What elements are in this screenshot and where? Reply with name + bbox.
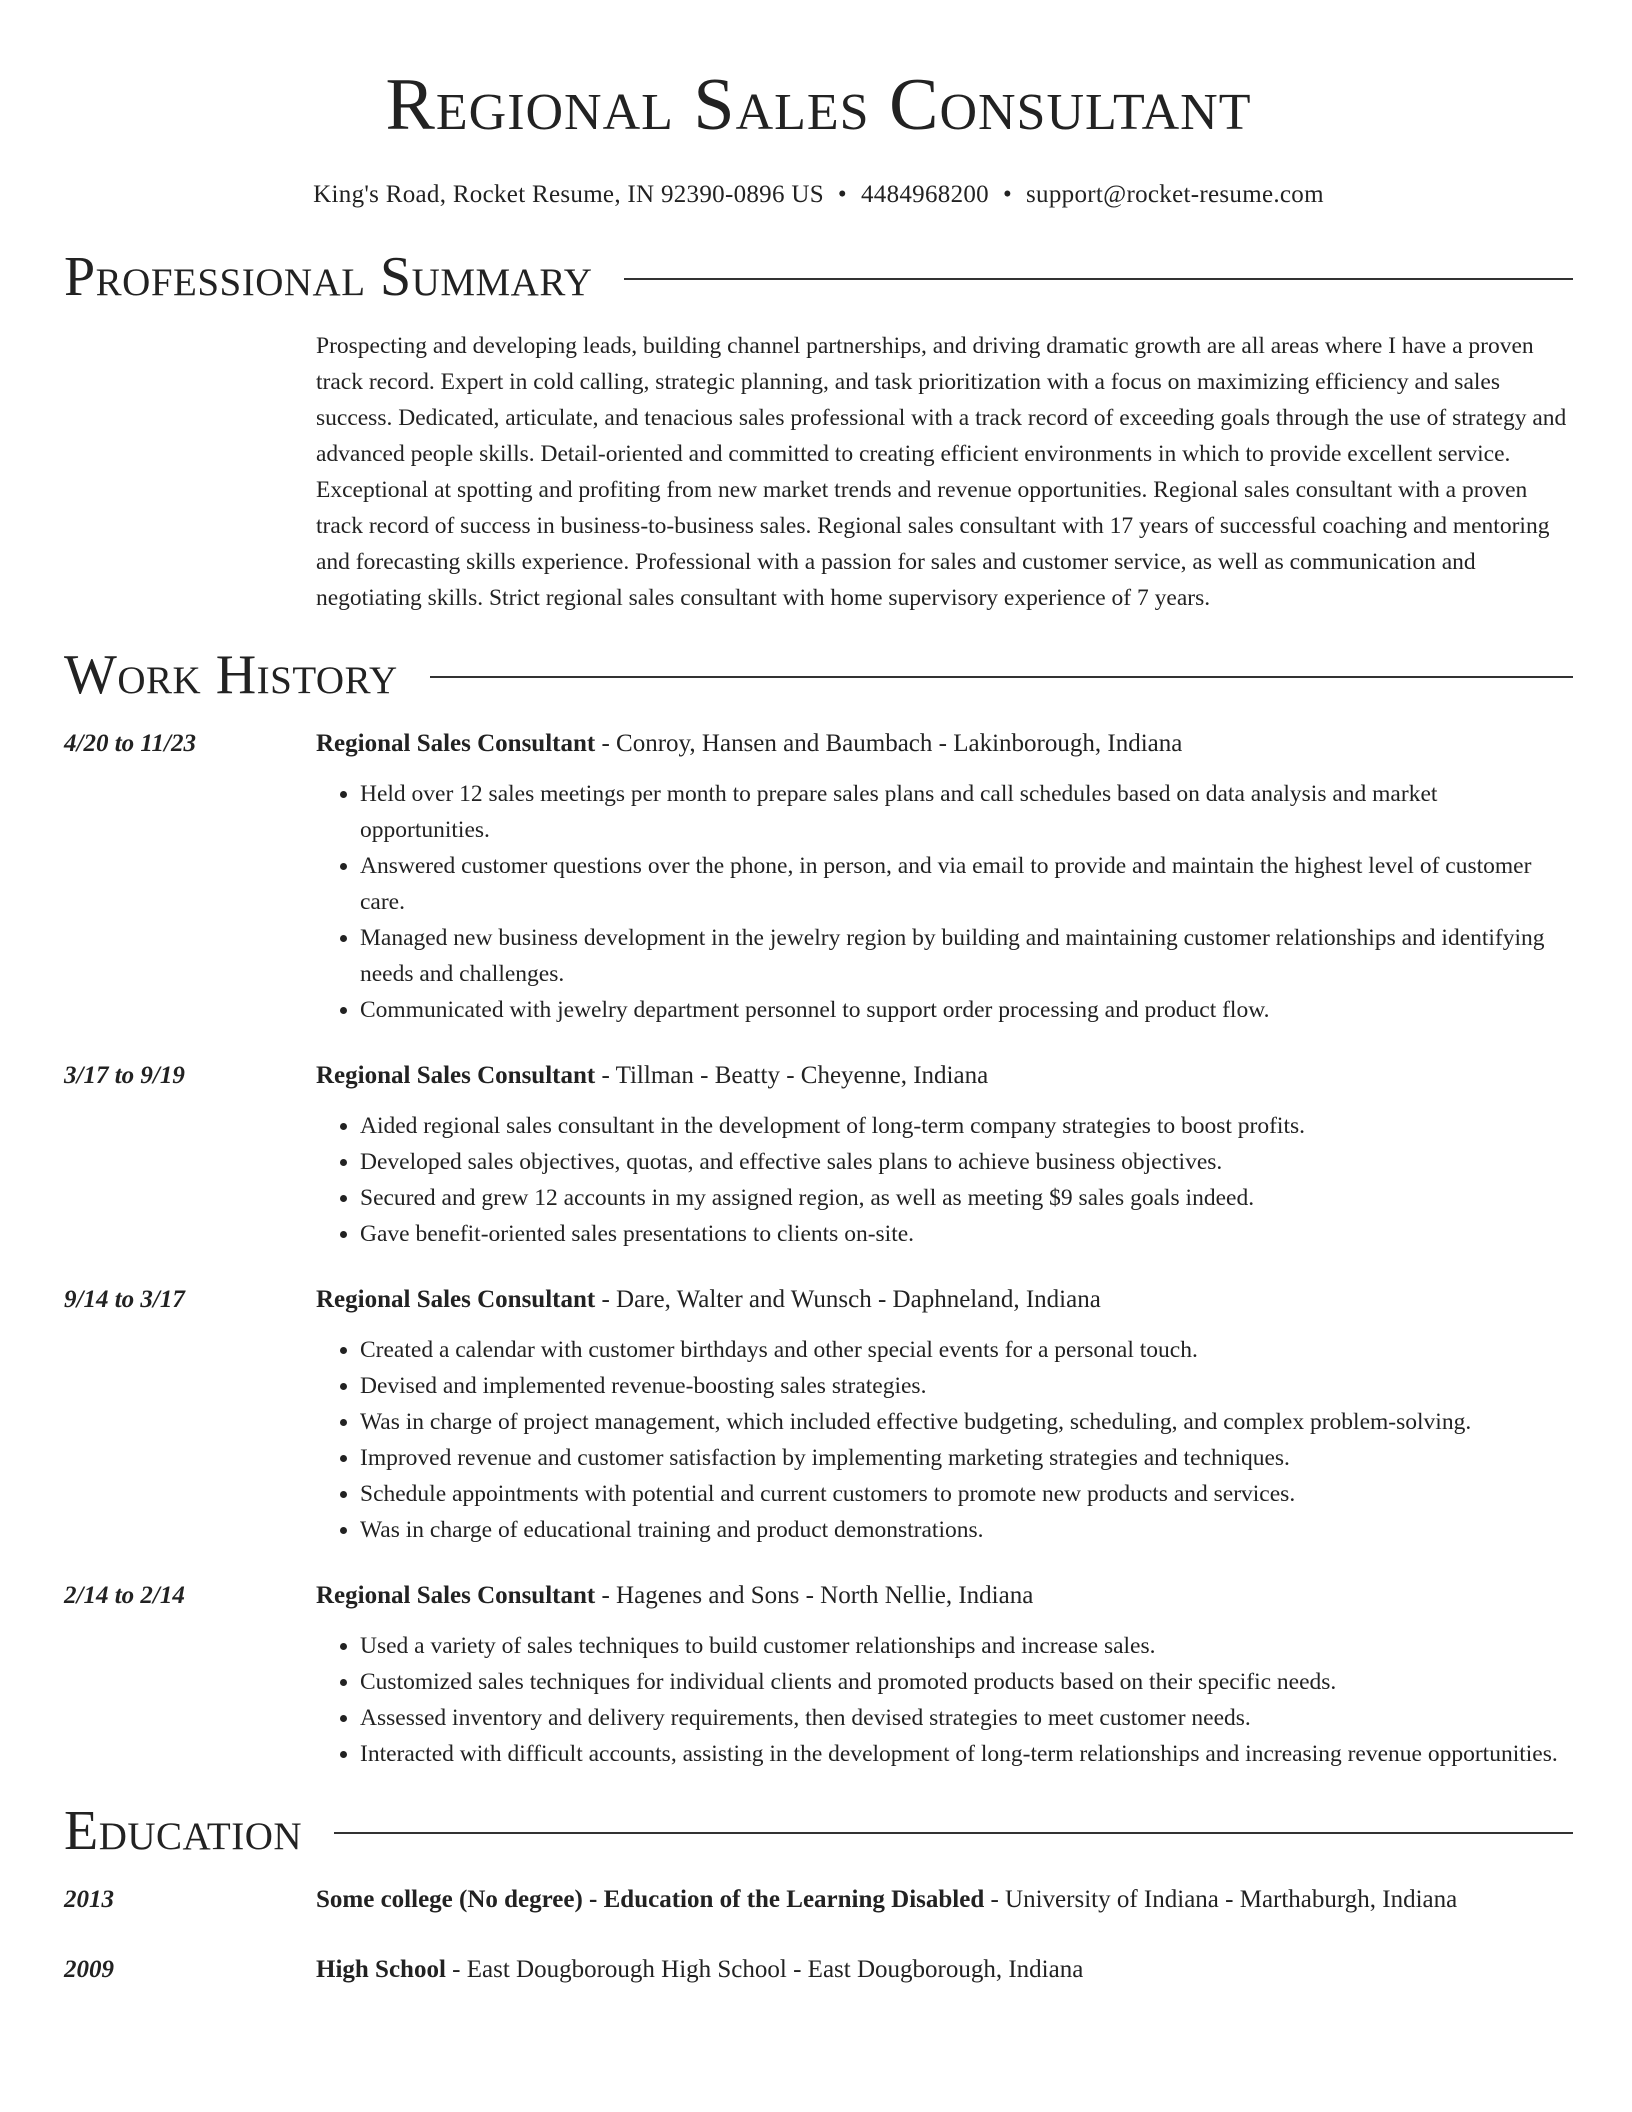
job-bullet: • Assessed inventory and delivery requirements, then devised strategies to meet customer needs.: [360, 1700, 1573, 1736]
job-title: Regional Sales Consultant: [316, 1582, 596, 1609]
job-bullet: • Was in charge of educational training and product demonstrations.: [360, 1512, 1573, 1548]
job-title-line: [316, 1282, 1573, 1318]
phone: 4484968200: [860, 181, 989, 208]
section-divider: [334, 1832, 1573, 1834]
job-bullet: • Managed new business development in the jewelry region by building and maintaining customer relationships and identifying needs and challenges.: [360, 920, 1573, 992]
job-title: Regional Sales Consultant: [316, 730, 596, 757]
summary-section-header: [64, 242, 1573, 312]
work-body: [316, 1058, 1573, 1252]
contact-line: [64, 178, 1573, 212]
section-divider: [624, 278, 1573, 280]
job-bullets: [316, 1332, 1573, 1548]
education-entry: [64, 1952, 1573, 1988]
work-body: [316, 726, 1573, 1028]
work-dates: 4/20 to 11/23: [64, 730, 196, 757]
work-section-header: [64, 640, 1573, 710]
job-bullet: • Used a variety of sales techniques to build customer relationships and increase sales.: [360, 1628, 1573, 1664]
job-bullets: [316, 1108, 1573, 1252]
work-entry: [64, 1578, 1573, 1772]
work-entry: [64, 726, 1573, 1028]
education-school-location: - East Dougborough High School - East Dougborough, Indiana: [445, 1956, 1084, 1983]
work-heading: Work History: [64, 644, 398, 706]
job-title: Regional Sales Consultant: [316, 1286, 596, 1313]
job-bullet: • Developed sales objectives, quotas, and effective sales plans to achieve business objectives.: [360, 1144, 1573, 1180]
separator-dot: •: [1002, 181, 1013, 208]
job-bullet: • Customized sales techniques for individual clients and promoted products based on their specific needs.: [360, 1664, 1573, 1700]
education-section-header: [64, 1796, 1573, 1866]
job-bullet: • Was in charge of project management, which included effective budgeting, scheduling, and complex problem-solving.: [360, 1404, 1573, 1440]
education-heading: Education: [64, 1800, 303, 1862]
job-employer-location: - Hagenes and Sons - North Nellie, Indiana: [595, 1582, 1034, 1609]
work-body: [316, 1282, 1573, 1548]
summary-heading: Professional Summary: [64, 246, 593, 308]
education-list: [64, 1882, 1573, 1988]
work-dates: 2/14 to 2/14: [64, 1582, 185, 1609]
page-title: Regional Sales Consultant: [385, 64, 1252, 146]
job-title-line: [316, 726, 1573, 762]
job-employer-location: - Conroy, Hansen and Baumbach - Lakinborough, Indiana: [595, 730, 1183, 757]
education-body: [316, 1882, 1573, 1918]
work-history-list: [64, 726, 1573, 1772]
job-bullet: • Gave benefit-oriented sales presentations to clients on-site.: [360, 1216, 1573, 1252]
job-bullet: • Secured and grew 12 accounts in my assigned region, as well as meeting $9 sales goals indeed.: [360, 1180, 1573, 1216]
job-title: Regional Sales Consultant: [316, 1062, 596, 1089]
work-dates: 9/14 to 3/17: [64, 1286, 185, 1313]
job-employer-location: - Tillman - Beatty - Cheyenne, Indiana: [595, 1062, 989, 1089]
job-title-line: [316, 1058, 1573, 1094]
job-bullet: • Answered customer questions over the phone, in person, and via email to provide and maintain the highest level of customer care.: [360, 848, 1573, 920]
education-body: [316, 1952, 1573, 1988]
education-entry: [64, 1882, 1573, 1918]
education-school-location: - University of Indiana - Marthaburgh, Indiana: [984, 1886, 1458, 1913]
job-bullet: • Schedule appointments with potential and current customers to promote new products and services.: [360, 1476, 1573, 1512]
education-degree: High School: [316, 1956, 446, 1983]
job-bullet: • Devised and implemented revenue-boosting sales strategies.: [360, 1368, 1573, 1404]
job-bullets: [316, 1628, 1573, 1772]
section-divider: [430, 676, 1573, 678]
work-entry: [64, 1058, 1573, 1252]
education-year: 2013: [64, 1886, 114, 1913]
summary-text: Prospecting and developing leads, building channel partnerships, and driving dramatic growth are all areas where I have a proven track record. Expert in cold calling, strategic planning, and task prioritization with a focus on maximizing efficiency and sales success. Dedicated, articulate, and tenacious sales professional with a track record of exceeding goals through the use of strategy and advanced people skills. Detail-oriented and committed to creating efficient environments in which to provide excellent service. Exceptional at spotting and profiting from new market trends and revenue opportunities. Regional sales consultant with a proven track record of success in business-to-business sales. Regional sales consultant with 17 years of successful coaching and mentoring and forecasting skills experience. Professional with a passion for sales and customer service, as well as communication and negotiating skills. Strict regional sales consultant with home supervisory experience of 7 years.: [316, 333, 1567, 611]
job-bullet: • Communicated with jewelry department personnel to support order processing and product flow.: [360, 992, 1573, 1028]
separator-dot: •: [837, 181, 847, 208]
job-bullets: [316, 776, 1573, 1028]
job-title-line: [316, 1578, 1573, 1614]
address: King's Road, Rocket Resume, IN 92390-0896 US: [313, 181, 824, 208]
email: support@rocket-resume.com: [1026, 181, 1324, 208]
job-bullet: • Held over 12 sales meetings per month to prepare sales plans and call schedules based on data analysis and market opportunities.: [360, 776, 1573, 848]
job-employer-location: - Dare, Walter and Wunsch - Daphneland, Indiana: [595, 1286, 1101, 1313]
job-bullet: • Interacted with difficult accounts, assisting in the development of long-term relationships and increasing revenue opportunities.: [360, 1736, 1573, 1772]
work-body: [316, 1578, 1573, 1772]
job-bullet: • Created a calendar with customer birthdays and other special events for a personal touch.: [360, 1332, 1573, 1368]
work-dates: 3/17 to 9/19: [64, 1062, 185, 1089]
job-bullet: • Improved revenue and customer satisfaction by implementing marketing strategies and techniques.: [360, 1440, 1573, 1476]
education-year: 2009: [64, 1956, 114, 1983]
work-entry: [64, 1282, 1573, 1548]
education-degree: Some college (No degree) - Education of the Learning Disabled: [316, 1886, 985, 1913]
job-bullet: • Aided regional sales consultant in the development of long-term company strategies to boost profits.: [360, 1108, 1573, 1144]
